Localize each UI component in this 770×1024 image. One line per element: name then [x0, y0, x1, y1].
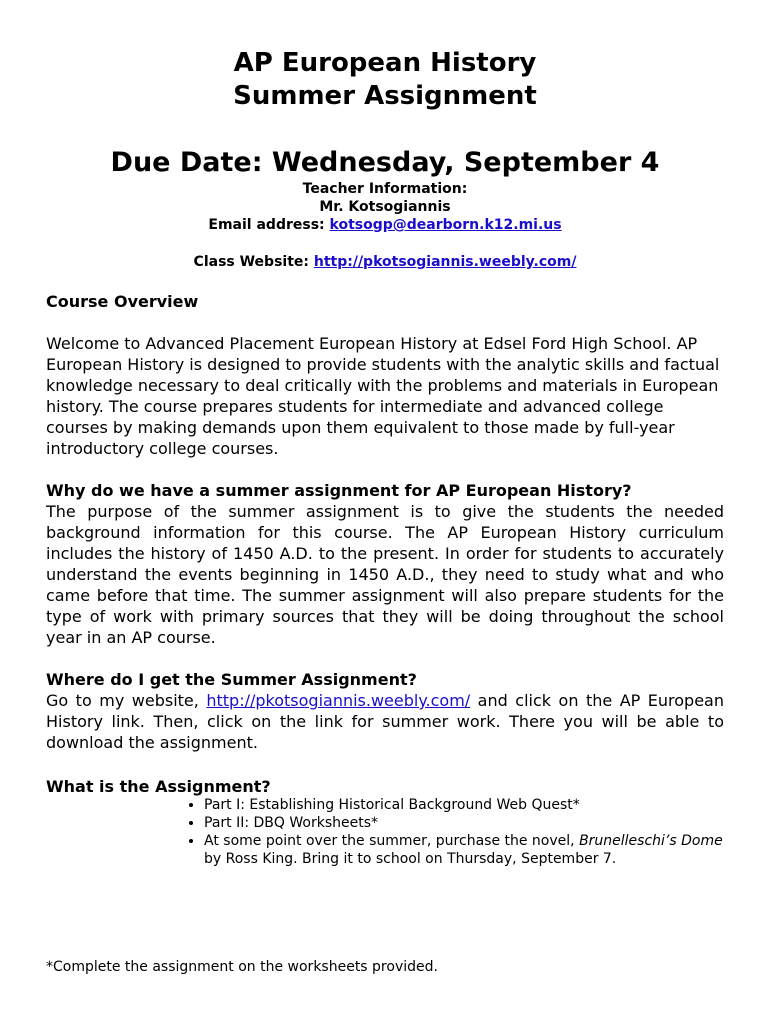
item3-text-after: by Ross King. Bring it to school on Thursday, September 7.	[204, 851, 617, 867]
footnote: *Complete the assignment on the worksheets provided.	[46, 959, 438, 975]
class-website-link[interactable]: http://pkotsogiannis.weebly.com/	[313, 254, 577, 270]
assignment-list	[178, 796, 744, 868]
title-line-1: AP European History	[233, 48, 537, 78]
due-date: Due Date: Wednesday, September 4	[110, 147, 660, 178]
why-heading: Why do we have a summer assignment for AP European History?	[46, 481, 632, 500]
where-text	[46, 690, 724, 753]
list-item: • Part I: Establishing Historical Background Web Quest*	[204, 796, 744, 814]
teacher-info-heading: Teacher Information:	[302, 181, 468, 197]
teacher-email-line	[0, 216, 770, 234]
where-website-link[interactable]: http://pkotsogiannis.weebly.com/	[206, 691, 471, 710]
item3-text-before: At some point over the summer, purchase the novel,	[204, 833, 580, 849]
what-heading: What is the Assignment?	[46, 777, 271, 796]
email-link[interactable]: kotsogp@dearborn.k12.mi.us	[329, 217, 562, 233]
book-title: Brunelleschi’s Dome	[579, 833, 723, 849]
where-heading: Where do I get the Summer Assignment?	[46, 670, 417, 689]
website-label: Class Website:	[193, 254, 314, 270]
teacher-name: Mr. Kotsogiannis	[319, 199, 451, 215]
where-text-before: Go to my website,	[46, 691, 207, 710]
email-label: Email address:	[208, 217, 330, 233]
class-website-line	[0, 253, 770, 271]
course-overview-heading: Course Overview	[46, 292, 199, 311]
why-text: The purpose of the summer assignment is to give the students the needed background information for this course. The AP European History curriculum includes the history of 1450 A.D. to the present. In order for students to accurately understand the events beginning in 1450 A.D., they need to study what and who came before that time. The summer assignment will also prepare students for the type of work with primary sources that they will be doing throughout the school year in an AP course.	[46, 502, 724, 647]
list-item: • Part II: DBQ Worksheets*	[204, 814, 744, 832]
course-overview-text: Welcome to Advanced Placement European History at Edsel Ford High School. AP European History is designed to provide students with the analytic skills and factual knowledge necessary to deal critically with the problems and materials in European history. The course prepares students for intermediate and advanced college courses by making demands upon them equivalent to those made by full-year introductory college courses.	[46, 334, 720, 458]
list-item	[204, 832, 744, 868]
where-text-after: and click on the AP European History link. Then, click on the link for summer work. There you will be able to download the assignment.	[46, 691, 725, 752]
title-line-2: Summer Assignment	[233, 81, 537, 111]
